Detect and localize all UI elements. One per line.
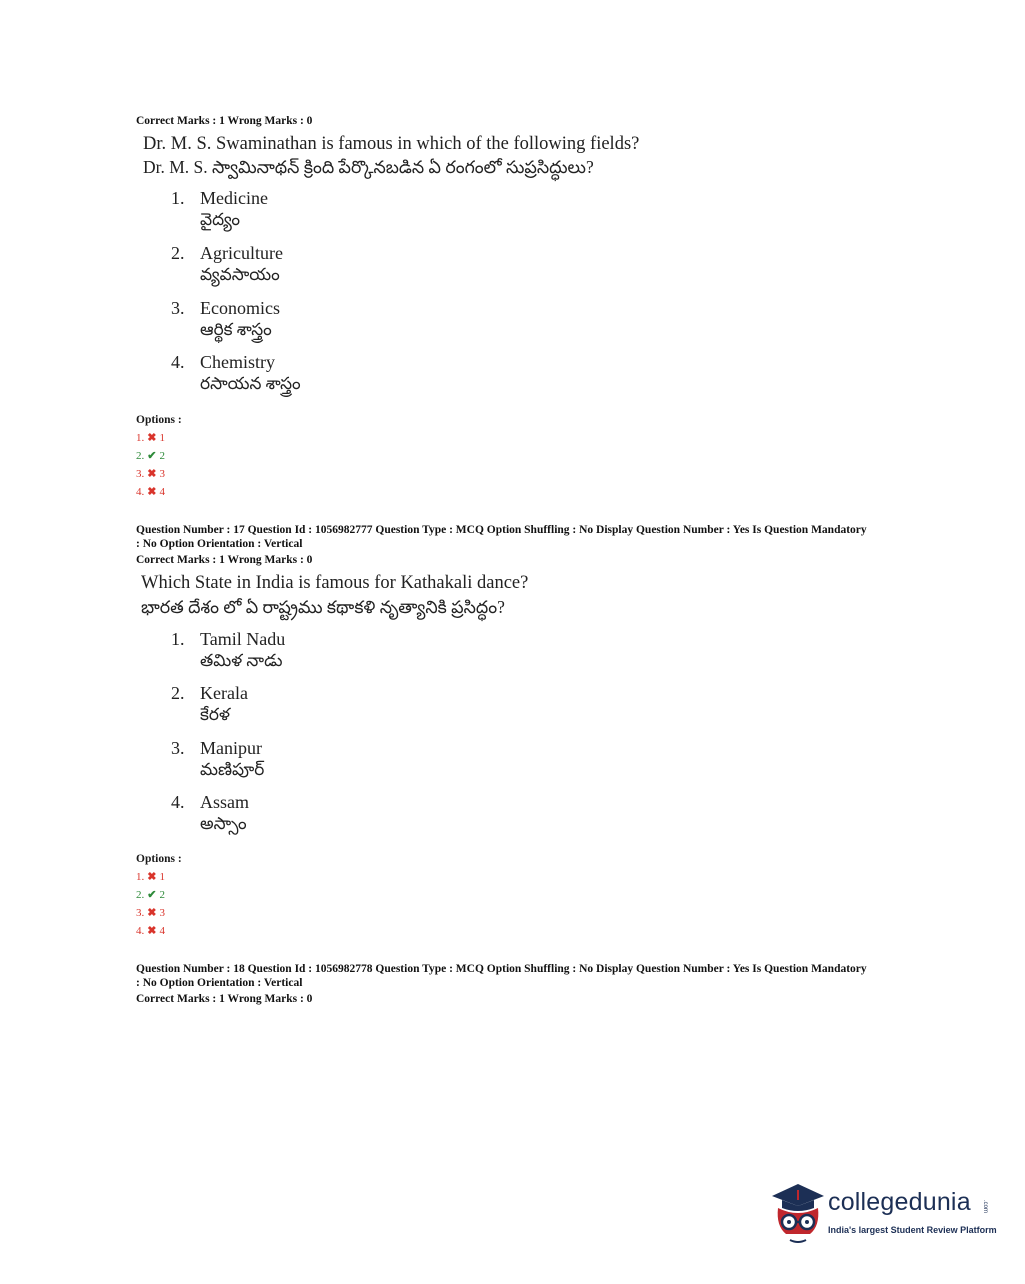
q16-marks: Correct Marks : 1 Wrong Marks : 0 [136, 115, 313, 127]
q16-option-4 [171, 351, 301, 395]
option-text-en: Economics [200, 298, 280, 318]
option-text-te: కేరళ [200, 705, 230, 724]
answer-row: 3. ✖ 3 [136, 465, 165, 483]
q17-meta [136, 523, 916, 551]
q17-marks: Correct Marks : 1 Wrong Marks : 0 [136, 554, 313, 566]
option-text-te: రసాయన శాస్త్రం [200, 374, 301, 393]
check-icon: ✔ [147, 450, 157, 462]
option-text-en: Tamil Nadu [200, 629, 286, 649]
q17-meta-line2: : No Option Orientation : Vertical [136, 538, 303, 550]
cross-icon: ✖ [147, 486, 157, 498]
q17-answer-key [136, 868, 165, 940]
option-number: 1. [171, 629, 185, 649]
option-text-en: Kerala [200, 683, 248, 703]
q18-meta [136, 962, 916, 990]
q17-option-3 [171, 737, 264, 781]
brand-name: collegedunia [828, 1188, 971, 1216]
q17-options-label: Options : [136, 853, 182, 865]
answer-row: 1. ✖ 1 [136, 868, 165, 886]
q18-marks: Correct Marks : 1 Wrong Marks : 0 [136, 993, 313, 1005]
option-number: 2. [171, 683, 185, 703]
q16-question-te: Dr. M. S. స్వామినాథన్ క్రింది పేర్కొనబడిన ఏ రంగంలో సుప్రసిద్ధులు? [143, 157, 594, 177]
q18-meta-line2: : No Option Orientation : Vertical [136, 977, 303, 989]
brand-tagline: India's largest Student Review Platform [828, 1225, 997, 1235]
cross-icon: ✖ [147, 468, 157, 480]
check-icon: ✔ [147, 889, 157, 901]
answer-row: 3. ✖ 3 [136, 904, 165, 922]
option-text-te: ఆర్థిక శాస్త్రం [200, 320, 272, 339]
cross-icon: ✖ [147, 871, 157, 883]
cross-icon: ✖ [147, 925, 157, 937]
q16-question-en: Dr. M. S. Swaminathan is famous in which of the following fields? [143, 134, 640, 154]
q17-question-te: భారత దేశం లో ఏ రాష్ట్రము కథాకళి నృత్యానికి ప్రసిద్ధం? [141, 597, 505, 617]
answer-row: 1. ✖ 1 [136, 429, 165, 447]
option-text-en: Chemistry [200, 352, 275, 372]
q17-option-1 [171, 628, 285, 672]
option-text-te: మణిపూర్ [200, 760, 265, 779]
q17-option-2 [171, 682, 248, 726]
option-text-te: అస్సాం [200, 814, 247, 833]
option-number: 4. [171, 792, 185, 812]
option-number: 2. [171, 243, 185, 263]
q16-options-label: Options : [136, 414, 182, 426]
option-text-te: వైద్యం [200, 210, 241, 229]
cross-icon: ✖ [147, 907, 157, 919]
answer-row: 2. ✔ 2 [136, 447, 165, 465]
answer-row: 2. ✔ 2 [136, 886, 165, 904]
option-number: 4. [171, 352, 185, 372]
collegedunia-logo [768, 1178, 997, 1248]
q16-option-3 [171, 297, 280, 341]
q17-question-en: Which State in India is famous for Kathakali dance? [141, 573, 529, 593]
q17-option-4 [171, 791, 249, 835]
option-text-en: Manipur [200, 738, 262, 758]
mascot-icon [768, 1178, 828, 1248]
answer-row: 4. ✖ 4 [136, 922, 165, 940]
answer-row: 4. ✖ 4 [136, 483, 165, 501]
option-text-te: వ్యవసాయం [200, 265, 280, 284]
q17-meta-line1: Question Number : 17 Question Id : 1056982777 Question Type : MCQ Option Shuffling : No Display Question Number : Yes Is Question Mandatory [136, 524, 867, 536]
q16-answer-key [136, 429, 165, 501]
brand-suffix: .com [982, 1200, 988, 1214]
option-text-te: తమిళ నాడు [200, 651, 283, 670]
option-number: 3. [171, 298, 185, 318]
q16-option-2 [171, 242, 283, 286]
option-text-en: Medicine [200, 188, 268, 208]
q18-meta-line1: Question Number : 18 Question Id : 1056982778 Question Type : MCQ Option Shuffling : No Display Question Number : Yes Is Question Mandatory [136, 963, 867, 975]
option-text-en: Assam [200, 792, 249, 812]
option-text-en: Agriculture [200, 243, 283, 263]
cross-icon: ✖ [147, 432, 157, 444]
q16-option-1 [171, 187, 268, 231]
option-number: 1. [171, 188, 185, 208]
option-number: 3. [171, 738, 185, 758]
